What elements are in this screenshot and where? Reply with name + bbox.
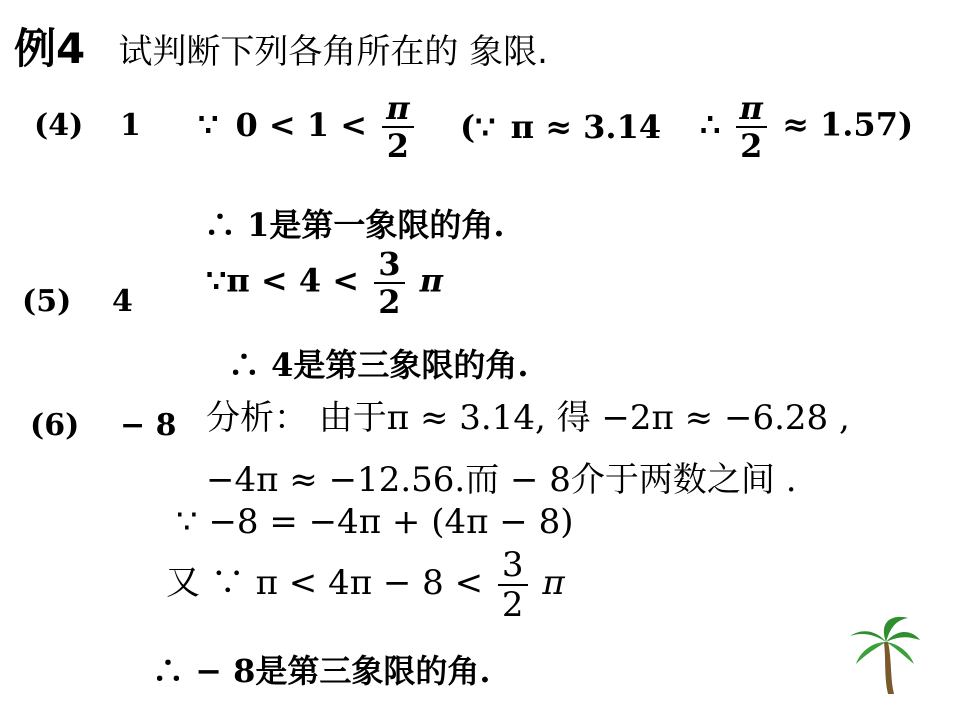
part5-label: (5) (22, 284, 72, 319)
part6-analysis-line-1: 分析： 由于π ≈ 3.14, 得 −2π ≈ −6.28 , (206, 398, 850, 438)
pi-symbol: π (419, 261, 444, 300)
part4-angle: 1 (120, 108, 141, 143)
fraction-numerator: π (736, 92, 767, 128)
part4-ineq-left: 0 < 1 < (235, 105, 368, 144)
part6-step2-left: 又 ∵ π < 4π − 8 < (166, 563, 484, 603)
fraction-numerator: 3 (498, 548, 528, 586)
part4-conclusion: ∴ 1是第一象限的角. (204, 206, 505, 244)
fraction-numerator: π (382, 92, 413, 128)
fraction-denominator: 2 (740, 127, 763, 165)
question-text: 试判断下列各角所在的 象限. (118, 32, 548, 72)
paren-because: (∵ (460, 108, 496, 146)
part5-inequality (206, 245, 444, 321)
three-halves-fraction-2 (498, 545, 528, 625)
palm-tree-icon (848, 612, 922, 696)
part6-angle: − 8 (120, 408, 177, 443)
part4-pi-approx (460, 108, 661, 146)
fraction-denominator: 2 (378, 283, 401, 321)
fraction-denominator: 2 (386, 127, 410, 165)
example-number: 例4 (14, 24, 86, 73)
pi-over-2-fraction-2 (736, 89, 767, 165)
pi-approx-value: π ≈ 3.14 (510, 108, 662, 146)
pi-symbol: π (542, 563, 565, 603)
part4-half-pi-approx (700, 89, 914, 165)
part5-ineq-left: ∵π < 4 < (206, 261, 360, 300)
fraction-denominator: 2 (501, 585, 524, 625)
part5-conclusion: ∴ 4是第三象限的角. (228, 346, 529, 384)
part6-analysis-line-2: −4π ≈ −12.56.而 − 8介于两数之间 . (206, 460, 797, 500)
pi-over-2-fraction (382, 89, 413, 165)
fraction-numerator: 3 (374, 248, 404, 284)
part4-inequality (198, 89, 418, 165)
three-halves-fraction (374, 245, 404, 321)
because-symbol: ∵ (198, 105, 219, 144)
title-line (14, 16, 548, 76)
part5-angle: 4 (112, 284, 133, 319)
part6-step-2 (166, 545, 565, 625)
part6-conclusion: ∴ − 8是第三象限的角. (152, 652, 491, 690)
half-pi-approx-value: ≈ 1.57) (782, 105, 914, 144)
part6-step-1: ∵ −8 = −4π + (4π − 8) (176, 502, 574, 542)
part4-label: (4) (34, 108, 84, 143)
part6-label: (6) (30, 408, 80, 443)
therefore-symbol: ∴ (700, 105, 721, 144)
